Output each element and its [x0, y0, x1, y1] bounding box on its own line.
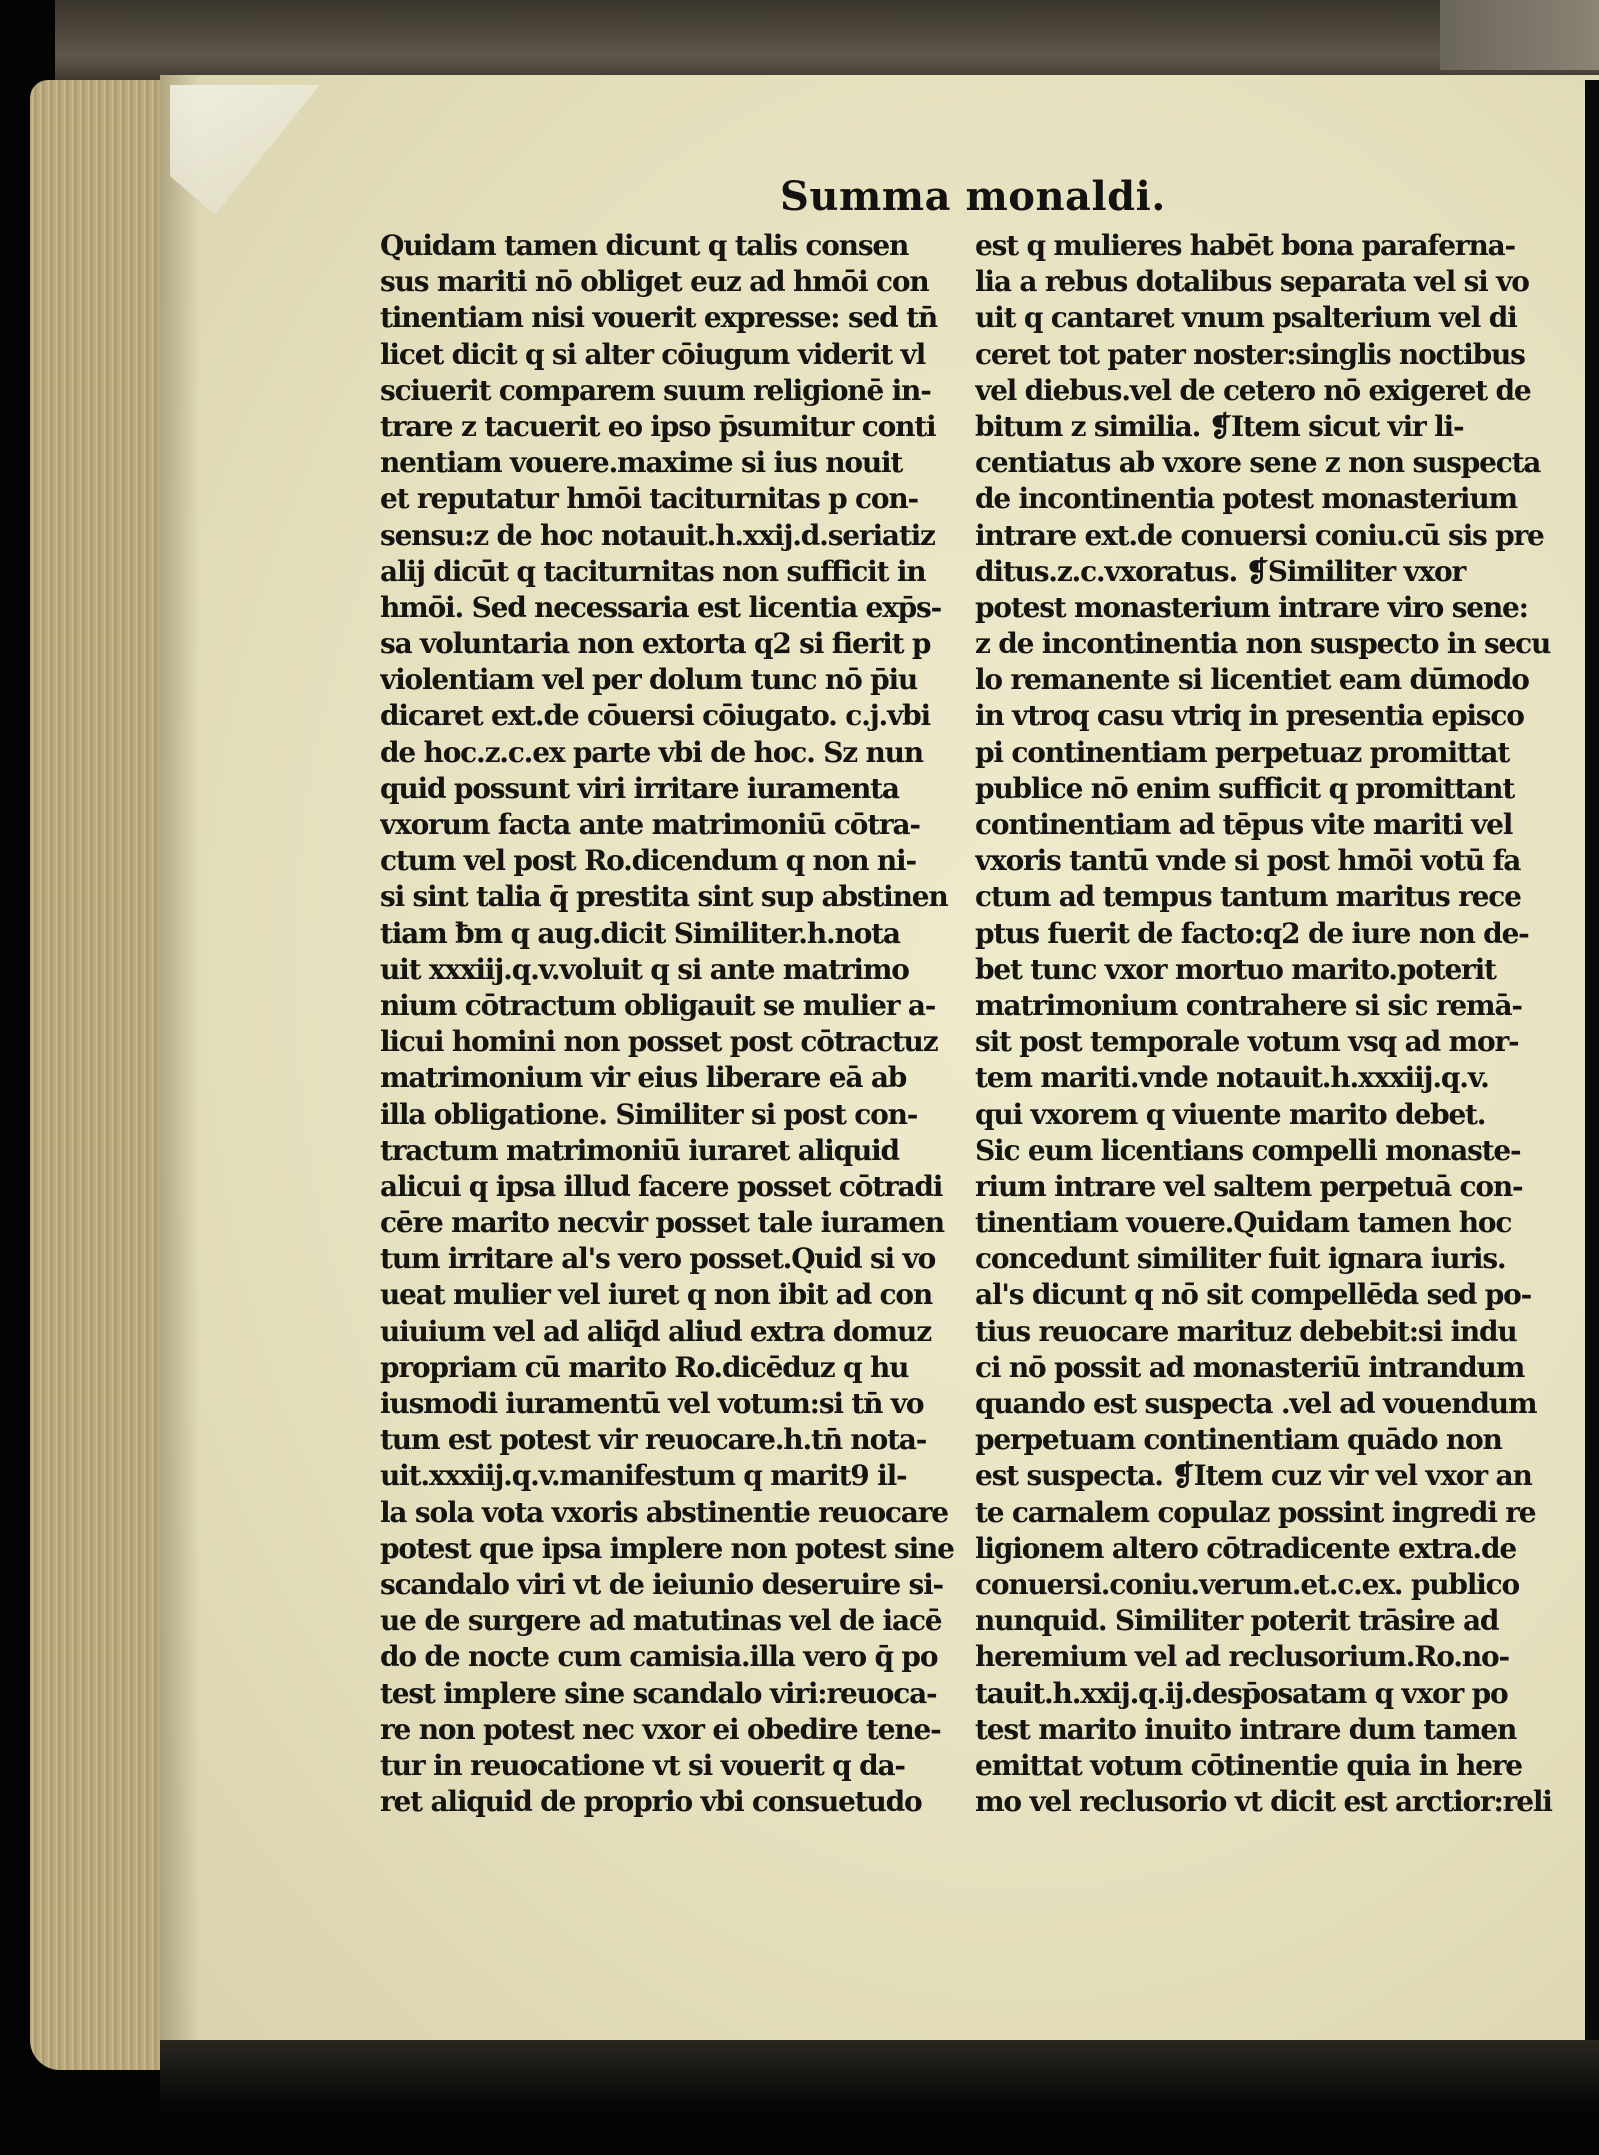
text-line: continentiam ad tēpus vite mariti vel: [975, 808, 1513, 841]
book-cover-corner: [1440, 0, 1599, 70]
text-line: qui vxorem q viuente marito debet.: [975, 1097, 1486, 1131]
text-line: tinentiam nisi vouerit expresse: sed tn̄: [380, 301, 937, 335]
text-line: la sola vota vxoris abstinentie reuocare: [380, 1495, 948, 1529]
text-line: vel diebus.vel de cetero nō exigeret de: [975, 373, 1531, 407]
text-line: iusmodi iuramentū vel votum:si tn̄ vo: [380, 1387, 924, 1420]
text-line: violentiam vel per dolum tunc nō p̄iu: [380, 663, 918, 697]
text-line: sus mariti nō obliget euz ad hmōi con: [380, 265, 929, 299]
text-line: potest monasterium intrare viro sene:: [975, 590, 1528, 624]
text-line: mo vel reclusorio vt dicit est arctior:reli: [975, 1785, 1552, 1819]
text-line: lo remanente si licentiet eam dūmodo: [975, 663, 1529, 697]
text-line: uiuium vel ad aliq̄d aliud extra domuz: [380, 1314, 931, 1348]
text-line: ptus fuerit de facto:q2 de iure non de-: [975, 916, 1529, 950]
text-line: nium cōtractum obligauit se mulier a-: [380, 988, 936, 1022]
left-text-column: [380, 228, 965, 1819]
text-line: ue de surgere ad matutinas vel de iacē: [380, 1604, 942, 1638]
text-line: do de nocte cum camisia.illa vero q̄ po: [380, 1640, 938, 1674]
text-line: perpetuam continentiam quādo non: [975, 1423, 1502, 1457]
text-line: rium intrare vel saltem perpetuā con-: [975, 1169, 1523, 1203]
text-line: tius reuocare marituz debebit:si indu: [975, 1314, 1517, 1348]
text-line: ueat mulier vel iuret q non ibit ad con: [380, 1278, 933, 1312]
text-line: si sint talia q̄ prestita sint sup abstinen: [380, 880, 948, 914]
text-line: ci nō possit ad monasteriū intrandum: [975, 1350, 1525, 1384]
text-line: de hoc.z.c.ex parte vbi de hoc. Sz nun: [380, 735, 923, 769]
text-line: sit post temporale votum vsq ad mor-: [975, 1025, 1519, 1059]
text-line: sa voluntaria non extorta q2 si fierit p: [380, 627, 931, 661]
text-line: sensu:z de hoc notauit.h.xxij.d.seriatiz: [380, 518, 935, 552]
text-line: pi continentiam perpetuaz promittat: [975, 735, 1510, 769]
right-text-column: [975, 228, 1575, 1819]
text-line: ctum vel post Ro.dicendum q non ni-: [380, 844, 916, 878]
text-line: test marito inuito intrare dum tamen: [975, 1712, 1517, 1746]
text-line: emittat votum cōtinentie quia in here: [975, 1748, 1522, 1782]
text-line: tur in reuocatione vt si vouerit q da-: [380, 1748, 905, 1782]
text-line: ditus.z.c.vxoratus. ❡Similiter vxor: [975, 554, 1466, 588]
text-line: sciuerit comparem suum religionē in-: [380, 373, 931, 407]
page-stack-edges: [30, 80, 180, 2070]
text-line: trare z tacuerit eo ipso p̄sumitur conti: [380, 409, 936, 443]
text-line: licui homini non posset post cōtractuz: [380, 1025, 938, 1059]
bottom-shadow: [160, 2040, 1599, 2155]
text-line: alij dicūt q taciturnitas non sufficit in: [380, 554, 926, 588]
text-line: tum est potest vir reuocare.h.tn̄ nota-: [380, 1423, 927, 1457]
scan-right-edge: [1585, 80, 1599, 2155]
text-line: in vtroq casu vtriq in presentia episco: [975, 699, 1524, 733]
text-line: Quidam tamen dicunt q talis consen: [380, 229, 909, 262]
text-line: Sic eum licentians compelli monaste-: [975, 1133, 1521, 1167]
text-line: est q mulieres habēt bona paraferna-: [975, 229, 1515, 262]
text-line: hmōi. Sed necessaria est licentia exp̄s-: [380, 590, 942, 624]
text-line: ret aliquid de proprio vbi consuetudo: [380, 1785, 922, 1819]
text-line: test implere sine scandalo viri:reuoca-: [380, 1676, 937, 1710]
text-line: scandalo viri vt de ieiunio deseruire si-: [380, 1567, 943, 1601]
text-line: nentiam vouere.maxime si ius nouit: [380, 446, 903, 480]
text-line: uit q cantaret vnum psalterium vel di: [975, 301, 1517, 335]
text-line: z de incontinentia non suspecto in secu: [975, 627, 1551, 661]
text-line: heremium vel ad reclusorium.Ro.no-: [975, 1640, 1509, 1674]
running-head: Summa monaldi.: [780, 173, 1166, 220]
text-line: centiatus ab vxore sene z non suspecta: [975, 446, 1541, 480]
text-line: uit xxxiij.q.v.voluit q si ante matrimo: [380, 952, 909, 986]
text-line: matrimonium contrahere si sic remā-: [975, 988, 1522, 1022]
text-line: licet dicit q si alter cōiugum viderit vl: [380, 337, 926, 371]
text-line: te carnalem copulaz possint ingredi re: [975, 1495, 1536, 1529]
text-line: tractum matrimoniū iuraret aliquid: [380, 1133, 899, 1167]
text-line: potest que ipsa implere non potest sine: [380, 1531, 954, 1565]
text-line: ligionem altero cōtradicente extra.de: [975, 1531, 1516, 1565]
text-line: vxorum facta ante matrimoniū cōtra-: [380, 808, 920, 841]
text-line: dicaret ext.de cōuersi cōiugato. c.j.vbi: [380, 699, 930, 733]
text-line: est suspecta. ❡Item cuz vir vel vxor an: [975, 1459, 1532, 1493]
text-line: alicui q ipsa illud facere posset cōtradi: [380, 1169, 943, 1203]
text-line: et reputatur hmōi taciturnitas p con-: [380, 482, 918, 516]
text-line: tauit.h.xxij.q.ij.desp̄osatam q vxor po: [975, 1676, 1508, 1710]
gutter-shadow: [160, 75, 200, 2060]
text-line: tinentiam vouere.Quidam tamen hoc: [975, 1206, 1512, 1240]
text-line: tiam ƀm q aug.dicit Similiter.h.nota: [380, 916, 900, 950]
text-line: al's dicunt q nō sit compellēda sed po-: [975, 1278, 1531, 1312]
text-line: conuersi.coniu.verum.et.c.ex. publico: [975, 1567, 1519, 1601]
text-line: lia a rebus dotalibus separata vel si vo: [975, 265, 1529, 299]
text-line: de incontinentia potest monasterium: [975, 482, 1517, 516]
text-line: quando est suspecta .vel ad vouendum: [975, 1387, 1537, 1420]
text-line: concedunt similiter fuit ignara iuris.: [975, 1242, 1506, 1276]
text-line: bitum z similia. ❡Item sicut vir li-: [975, 409, 1464, 443]
text-line: tem mariti.vnde notauit.h.xxxiij.q.v.: [975, 1061, 1489, 1095]
text-line: tum irritare al's vero posset.Quid si vo: [380, 1242, 936, 1276]
text-line: uit.xxxiij.q.v.manifestum q marit9 il-: [380, 1459, 907, 1493]
text-line: nunquid. Similiter poterit trāsire ad: [975, 1604, 1499, 1638]
text-line: ctum ad tempus tantum maritus rece: [975, 880, 1521, 914]
text-line: quid possunt viri irritare iuramenta: [380, 771, 899, 805]
text-line: propriam cū marito Ro.dicēduz q hu: [380, 1350, 909, 1384]
text-line: intrare ext.de conuersi coniu.cū sis pre: [975, 518, 1544, 552]
text-line: matrimonium vir eius liberare eā ab: [380, 1061, 907, 1095]
text-line: illa obligatione. Similiter si post con-: [380, 1097, 918, 1131]
text-line: vxoris tantū vnde si post hmōi votū fa: [975, 844, 1521, 878]
text-line: ceret tot pater noster:singlis noctibus: [975, 337, 1525, 371]
text-line: re non potest nec vxor ei obedire tene-: [380, 1712, 941, 1746]
text-line: bet tunc vxor mortuo marito.poterit: [975, 952, 1496, 986]
text-line: publice nō enim sufficit q promittant: [975, 771, 1515, 805]
text-line: cēre marito necvir posset tale iuramen: [380, 1206, 944, 1240]
